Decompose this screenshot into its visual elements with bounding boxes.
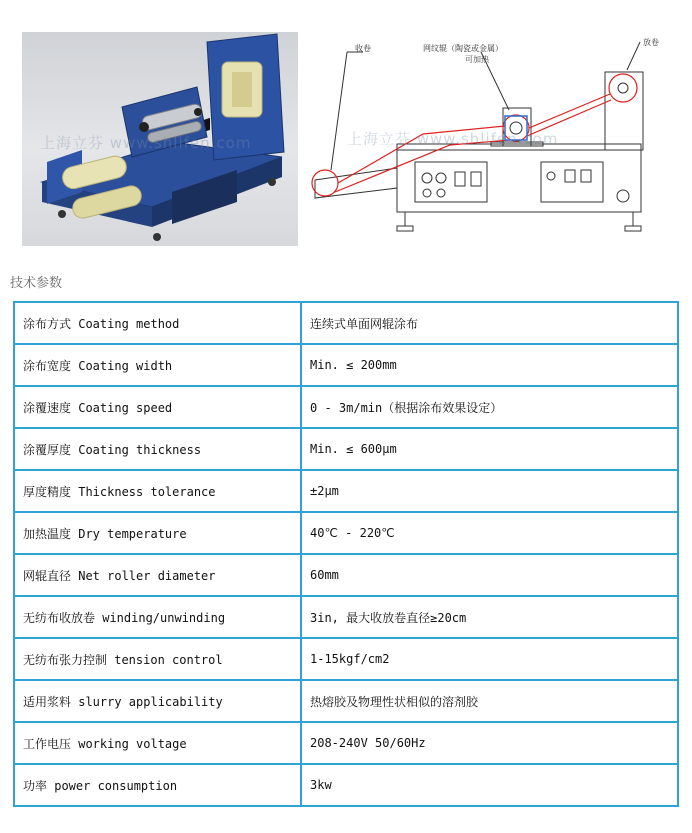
spec-label: 功率 power consumption bbox=[14, 764, 301, 806]
photo-watermark: 上海立芬 www.shlifen.com bbox=[40, 134, 252, 152]
callout-anilox-roller: 网纹辊（陶瓷或金属） bbox=[423, 44, 503, 53]
spec-value: Min. ≤ 200mm bbox=[301, 344, 678, 386]
drawing-watermark: 上海立芬 www.shlifen.com bbox=[347, 130, 559, 148]
spec-label: 涂布方式 Coating method bbox=[14, 302, 301, 344]
spec-value: 1-15kgf/cm2 bbox=[301, 638, 678, 680]
spec-label: 厚度精度 Thickness tolerance bbox=[14, 470, 301, 512]
spec-label: 涂布宽度 Coating width bbox=[14, 344, 301, 386]
spec-value: 0 - 3m/min（根据涂布效果设定） bbox=[301, 386, 678, 428]
spec-value: 3kw bbox=[301, 764, 678, 806]
spec-label: 适用浆料 slurry applicability bbox=[14, 680, 301, 722]
table-row bbox=[14, 554, 678, 596]
table-row bbox=[14, 680, 678, 722]
table-row bbox=[14, 512, 678, 554]
spec-table-body bbox=[14, 302, 678, 806]
table-row bbox=[14, 470, 678, 512]
spec-label: 工作电压 working voltage bbox=[14, 722, 301, 764]
section-title: 技术参数 bbox=[10, 276, 63, 291]
table-row bbox=[14, 722, 678, 764]
spec-label: 无纺布收放卷 winding/unwinding bbox=[14, 596, 301, 638]
spec-value: ±2μm bbox=[301, 470, 678, 512]
spec-value: 40℃ - 220℃ bbox=[301, 512, 678, 554]
table-row bbox=[14, 344, 678, 386]
table-row bbox=[14, 302, 678, 344]
spec-value: 208-240V 50/60Hz bbox=[301, 722, 678, 764]
table-row bbox=[14, 428, 678, 470]
spec-table bbox=[13, 301, 679, 807]
table-row bbox=[14, 386, 678, 428]
spec-value: 热熔胶及物理性状相似的溶剂胶 bbox=[301, 680, 678, 722]
table-row bbox=[14, 764, 678, 806]
callout-heatable: 可加热 bbox=[465, 55, 489, 64]
product-photo bbox=[22, 32, 298, 246]
callout-unwind: 放卷 bbox=[643, 38, 659, 47]
spec-value: 连续式单面网辊涂布 bbox=[301, 302, 678, 344]
spec-value: 60mm bbox=[301, 554, 678, 596]
spec-label: 加热温度 Dry temperature bbox=[14, 512, 301, 554]
callout-rewind: 收卷 bbox=[355, 44, 371, 53]
spec-value: 3in, 最大收放卷直径≥20cm bbox=[301, 596, 678, 638]
spec-label: 无纺布张力控制 tension control bbox=[14, 638, 301, 680]
spec-label: 涂覆速度 Coating speed bbox=[14, 386, 301, 428]
table-row bbox=[14, 596, 678, 638]
spec-value: Min. ≤ 600μm bbox=[301, 428, 678, 470]
table-row bbox=[14, 638, 678, 680]
schematic-drawing bbox=[305, 30, 677, 246]
spec-label: 网辊直径 Net roller diameter bbox=[14, 554, 301, 596]
spec-label: 涂覆厚度 Coating thickness bbox=[14, 428, 301, 470]
